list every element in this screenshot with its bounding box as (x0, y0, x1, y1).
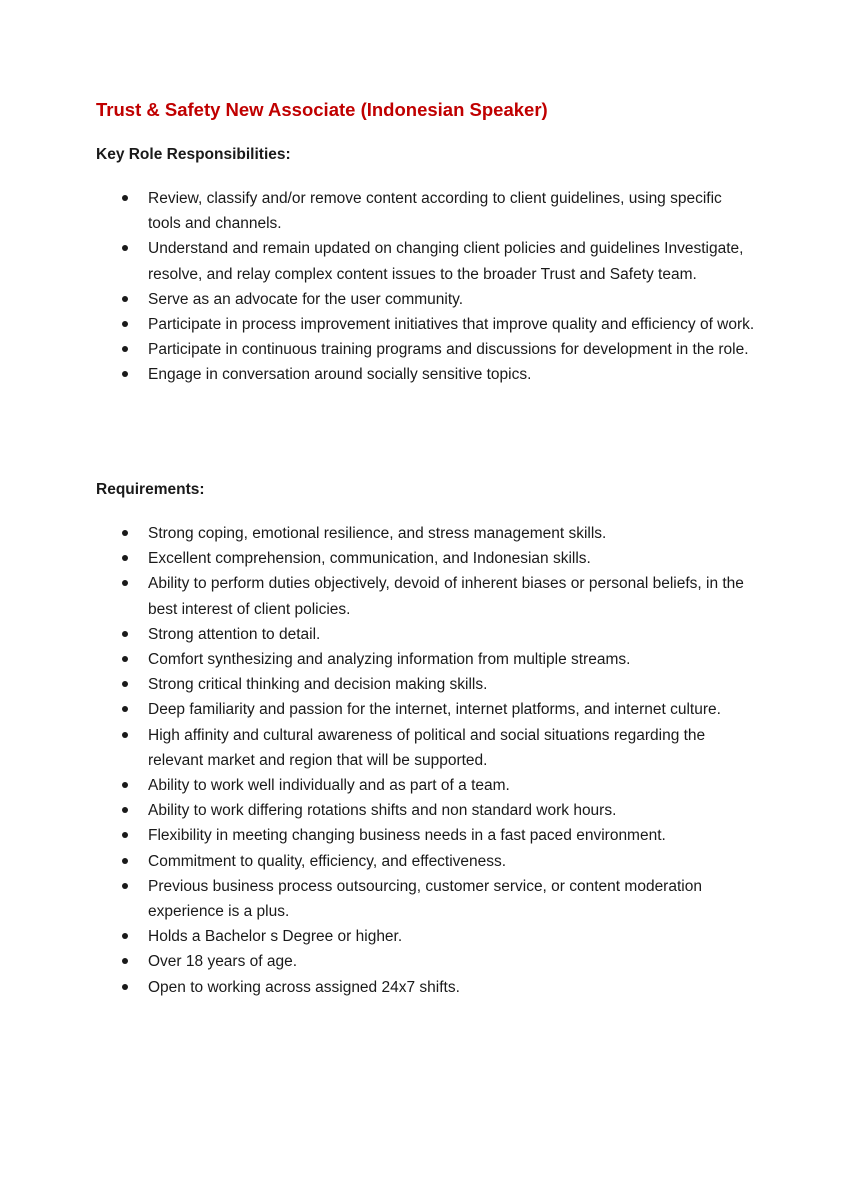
responsibility-text: Participate in process improvement initiatives that improve quality and efficiency of work. (148, 316, 755, 334)
requirement-item (118, 798, 758, 823)
requirement-item (118, 773, 758, 798)
requirement-item (118, 697, 758, 722)
requirement-item (118, 647, 758, 672)
bullet-icon (122, 782, 128, 788)
bullet-icon (122, 933, 128, 939)
responsibilities-heading: Key Role Responsibilities: (96, 146, 291, 163)
bullet-icon (122, 371, 128, 377)
bullet-icon (122, 681, 128, 687)
requirement-text: Ability to work well individually and as part of a team. (148, 777, 510, 795)
requirement-item (118, 823, 758, 848)
bullet-icon (122, 195, 128, 201)
requirement-text: Open to working across assigned 24x7 shifts. (148, 978, 460, 996)
responsibility-text: Participate in continuous training programs and discussions for development in the role. (148, 341, 749, 359)
requirement-item (118, 975, 758, 1000)
requirement-text: Deep familiarity and passion for the internet, internet platforms, and internet culture. (148, 701, 721, 719)
responsibility-text: Engage in conversation around socially sensitive topics. (148, 366, 532, 384)
requirement-item (118, 571, 758, 621)
requirement-text: Ability to work differing rotations shifts and non standard work hours. (148, 802, 617, 820)
bullet-icon (122, 580, 128, 586)
bullet-icon (122, 832, 128, 838)
requirement-item (118, 723, 758, 773)
responsibility-item (118, 186, 758, 236)
requirement-item (118, 949, 758, 974)
bullet-icon (122, 321, 128, 327)
requirement-text: High affinity and cultural awareness of political and social situations regarding the relevant market and region that will be supported. (148, 726, 706, 769)
responsibilities-list (118, 186, 758, 388)
requirement-item (118, 521, 758, 546)
responsibility-text: Understand and remain updated on changing client policies and guidelines Investigate, resolve, and relay complex content issues to the broader Trust and Safety team. (148, 240, 744, 283)
requirement-text: Over 18 years of age. (148, 953, 298, 971)
job-title: Trust & Safety New Associate (Indonesian Speaker) (96, 99, 548, 120)
bullet-icon (122, 656, 128, 662)
requirement-text: Strong critical thinking and decision making skills. (148, 676, 488, 694)
bullet-icon (122, 555, 128, 561)
requirement-item (118, 924, 758, 949)
bullet-icon (122, 807, 128, 813)
bullet-icon (122, 883, 128, 889)
requirements-list (118, 521, 758, 1000)
requirement-item (118, 622, 758, 647)
requirement-item (118, 874, 758, 924)
requirement-text: Ability to perform duties objectively, devoid of inherent biases or personal beliefs, in the best interest of client policies. (148, 575, 744, 618)
requirement-item (118, 546, 758, 571)
bullet-icon (122, 631, 128, 637)
bullet-icon (122, 346, 128, 352)
responsibility-item (118, 236, 758, 286)
responsibility-item (118, 287, 758, 312)
requirement-text: Comfort synthesizing and analyzing information from multiple streams. (148, 651, 631, 669)
requirement-text: Strong coping, emotional resilience, and stress management skills. (148, 525, 607, 542)
responsibility-item (118, 337, 758, 362)
requirement-text: Holds a Bachelor s Degree or higher. (148, 928, 403, 946)
requirement-text: Commitment to quality, efficiency, and effectiveness. (148, 852, 507, 870)
requirement-text: Previous business process outsourcing, customer service, or content moderation experience is a plus. (148, 877, 702, 921)
bullet-icon (122, 530, 128, 536)
responsibility-text: Serve as an advocate for the user community. (148, 290, 464, 308)
requirement-item (118, 672, 758, 697)
requirement-text: Strong attention to detail. (148, 625, 321, 643)
responsibility-text: Review, classify and/or remove content according to client guidelines, using specific tools and channels. (148, 190, 722, 233)
bullet-icon (122, 958, 128, 964)
bullet-icon (122, 984, 128, 990)
requirement-text: Flexibility in meeting changing business needs in a fast paced environment. (148, 827, 666, 845)
bullet-icon (122, 732, 128, 738)
bullet-icon (122, 706, 128, 712)
responsibility-item (118, 312, 758, 337)
requirement-item (118, 849, 758, 874)
responsibility-item (118, 362, 758, 387)
bullet-icon (122, 296, 128, 302)
bullet-icon (122, 245, 128, 251)
requirements-heading: Requirements: (96, 481, 205, 498)
bullet-icon (122, 858, 128, 864)
requirement-text: Excellent comprehension, communication, and Indonesian skills. (148, 550, 591, 568)
